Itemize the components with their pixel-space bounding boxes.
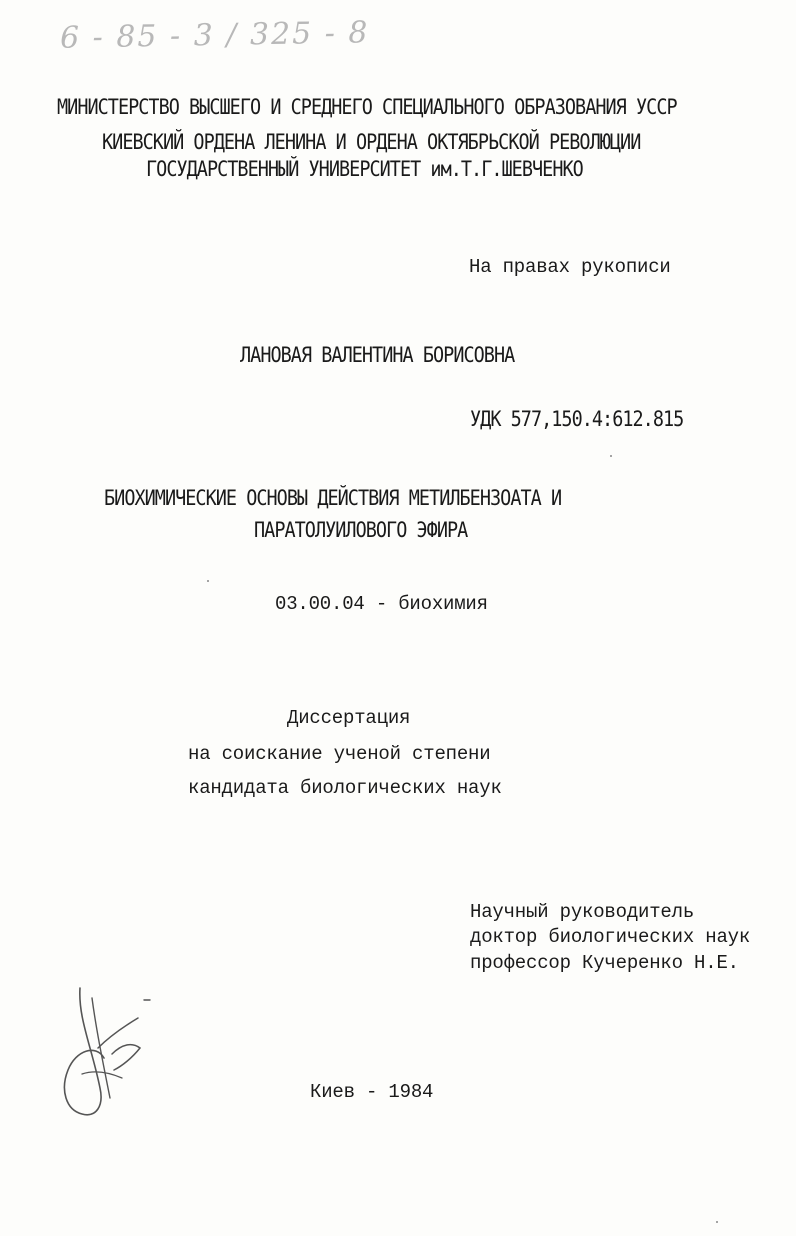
dissertation-title-line-1: БИОХИМИЧЕСКИЕ ОСНОВЫ ДЕЙСТВИЯ МЕТИЛБЕНЗОАТА И	[104, 486, 562, 510]
author-name: ЛАНОВАЯ ВАЛЕНТИНА БОРИСОВНА	[240, 343, 515, 367]
scan-speck	[716, 1221, 718, 1223]
supervisor-degree: доктор биологических наук	[470, 926, 751, 948]
degree-line-1: на соискание ученой степени	[188, 743, 491, 765]
ministry-line: МИНИСТЕРСТВО ВЫСШЕГО И СРЕДНЕГО СПЕЦИАЛЬНОГО ОБРАЗОВАНИЯ УССР	[57, 95, 677, 119]
specialty-code: 03.00.04 - биохимия	[275, 593, 488, 615]
university-line-1: КИЕВСКИЙ ОРДЕНА ЛЕНИНА И ОРДЕНА ОКТЯБРЬСКОЙ РЕВОЛЮЦИИ	[102, 130, 641, 154]
scan-speck	[207, 580, 209, 582]
dissertation-label: Диссертация	[287, 707, 411, 729]
degree-line-2: кандидата биологических наук	[188, 777, 502, 799]
city-year: Киев - 1984	[310, 1081, 434, 1103]
university-line-2: ГОСУДАРСТВЕННЫЙ УНИВЕРСИТЕТ им.Т.Г.ШЕВЧЕНКО	[146, 157, 583, 181]
supervisor-label: Научный руководитель	[470, 901, 695, 923]
manuscript-rights: На правах рукописи	[469, 256, 671, 278]
dissertation-title-line-2: ПАРАТОЛУИЛОВОГО ЭФИРА	[254, 518, 468, 542]
handwritten-signature	[52, 978, 162, 1128]
supervisor-name: профессор Кучеренко Н.Е.	[470, 952, 739, 974]
handwritten-archive-note: 6 - 85 - 3 / 325 - 8	[59, 15, 370, 56]
scan-speck	[610, 455, 612, 457]
udc-code: УДК 577,150.4:612.815	[470, 407, 684, 431]
